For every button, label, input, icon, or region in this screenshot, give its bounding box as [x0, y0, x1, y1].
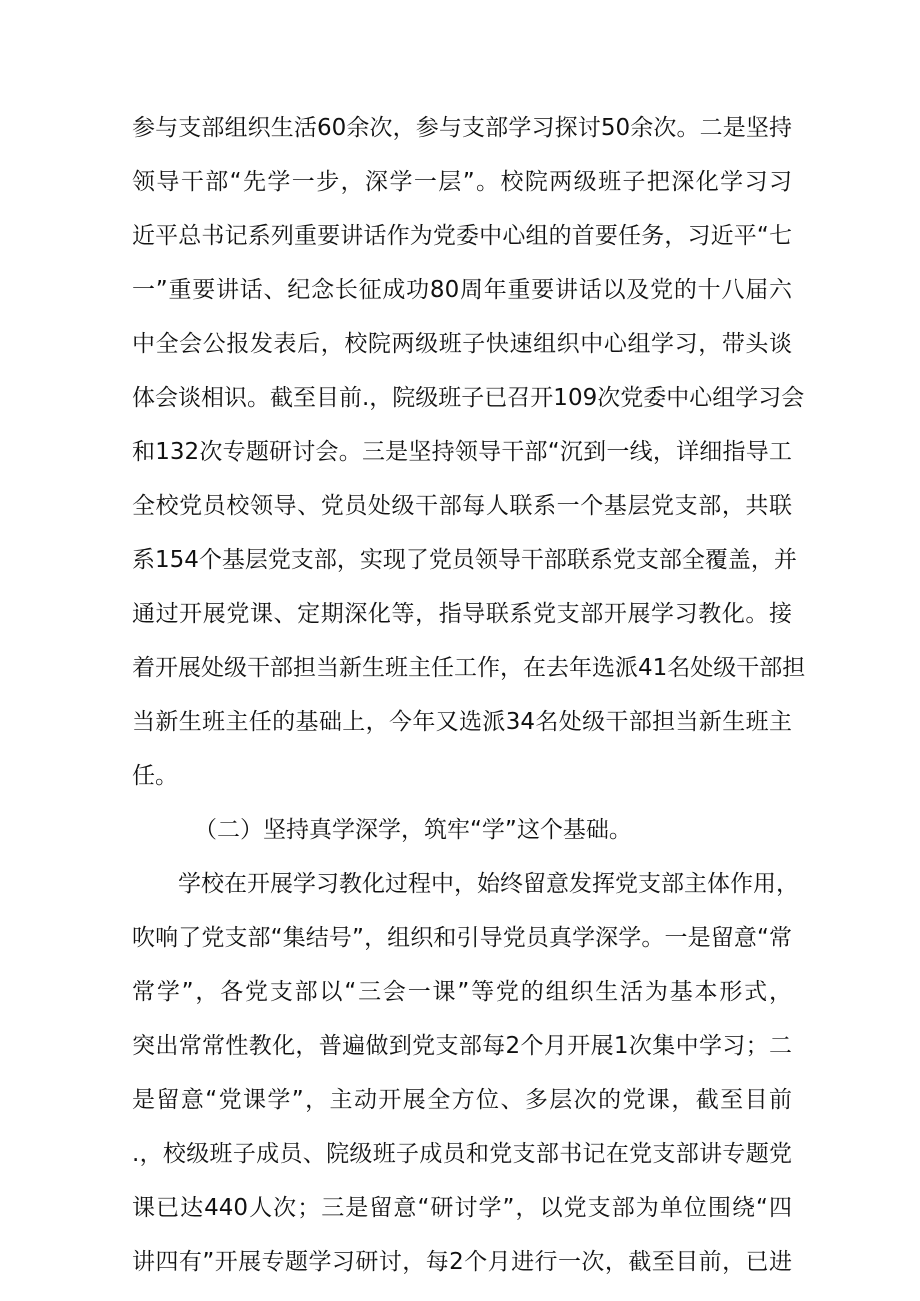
body-text-line: 课已达440人次；三是留意“研讨学”，以党支部为单位围绕“四: [132, 1195, 792, 1221]
body-text-line: 系154个基层党支部，实现了党员领导干部联系党支部全覆盖，并: [132, 547, 797, 573]
body-text-line: 体会谈相识。截至目前.，院级班子已召开109次党委中心组学习会: [132, 385, 805, 411]
body-text-line: 常学”，各党支部以“三会一课”等党的组织生活为基本形式，: [132, 979, 792, 1005]
body-text-line: 近平总书记系列重要讲话作为党委中心组的首要任务，习近平“七: [132, 223, 792, 249]
body-text-line: 学校在开展学习教化过程中，始终留意发挥党支部主体作用，: [178, 871, 799, 897]
section-heading: （二）坚持真学深学，筑牢“学”这个基础。: [194, 817, 632, 843]
body-text-line: 参与支部组织生活60余次，参与支部学习探讨50余次。二是坚持: [132, 115, 792, 141]
body-text-line: 讲四有”开展专题学习研讨，每2个月进行一次，截至目前，已进: [132, 1249, 792, 1275]
body-text-line: 中全会公报发表后，校院两级班子快速组织中心组学习，带头谈: [132, 331, 792, 357]
body-text-line: 突出常常性教化，普遍做到党支部每2个月开展1次集中学习；二: [132, 1033, 792, 1059]
body-text-line: 一”重要讲话、纪念长征成功80周年重要讲话以及党的十八届六: [132, 277, 792, 303]
body-text-line: 通过开展党课、定期深化等，指导联系党支部开展学习教化。接: [132, 601, 792, 627]
body-text-line: 和132次专题研讨会。三是坚持领导干部“沉到一线，详细指导工: [132, 439, 792, 465]
body-text-line: 吹响了党支部“集结号”，组织和引导党员真学深学。一是留意“常: [132, 925, 792, 951]
body-text-line: 当新生班主任的基础上，今年又选派34名处级干部担当新生班主: [132, 709, 792, 735]
body-text-line: 领导干部“先学一步，深学一层”。校院两级班子把深化学习习: [132, 169, 792, 195]
body-text-line: 任。: [132, 763, 178, 789]
body-text-line: 是留意“党课学”，主动开展全方位、多层次的党课，截至目前: [132, 1087, 792, 1113]
body-text-line: 全校党员校领导、党员处级干部每人联系一个基层党支部，共联: [132, 493, 792, 519]
body-text-line: .，校级班子成员、院级班子成员和党支部书记在党支部讲专题党: [132, 1141, 792, 1167]
body-text-line: 着开展处级干部担当新生班主任工作，在去年选派41名处级干部担: [132, 655, 806, 681]
